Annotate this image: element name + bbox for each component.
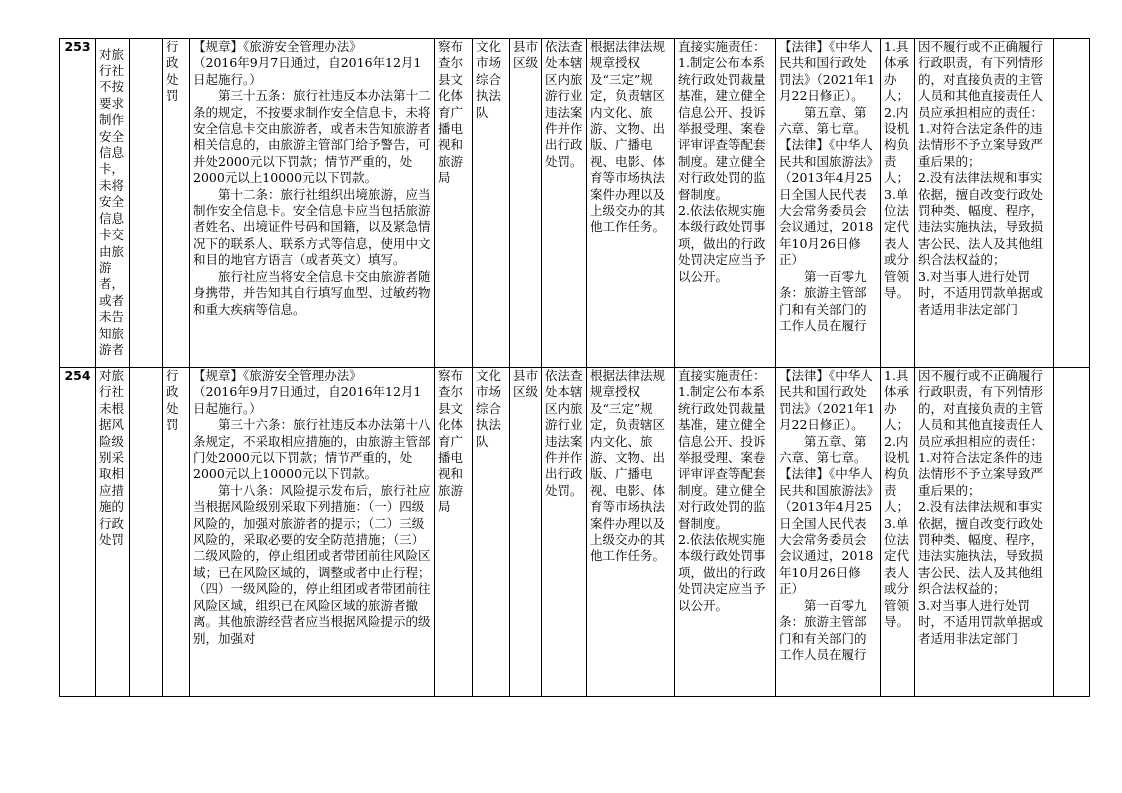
liability-cell: [915, 39, 1054, 368]
item-name: 对旅行社未根据风险级别采取相应措施的行政处罚: [96, 368, 130, 697]
power-type: 行政处罚: [163, 368, 190, 697]
enforcement-unit: 文化市场综合执法队: [473, 368, 510, 697]
table-row: [60, 368, 1090, 697]
responsibility-division: 根据法律法规规章授权及“三定”规定，负责辖区内文化、旅游、文物、出版、广播电视、电影、体育等市场执法案件办理以及上级交办的其他工作任务。: [587, 39, 675, 368]
responsibility-subject: 1.具体承办人； 2.内设机构负责人； 3.单位法定代表人或分管领导。: [884, 39, 910, 301]
duty-cell: [675, 39, 776, 368]
duty-cell: [675, 368, 776, 697]
subitem-cell: [130, 368, 163, 697]
duty-legal-basis: 【法律】《中华人民共和国行政处罚法》（2021年1月22日修正）。 第五章、第六章、第七章。 【法律】《中华人民共和国旅游法》（2013年4月25日全国人民代表大会常务委员会会议通过，2018年10月26日修正） 第一百零九条：旅游主管部门和有关部门的工作人员在履行: [779, 39, 876, 333]
power-list-table: [59, 38, 1090, 697]
duty-legal-basis: 【法律】《中华人民共和国行政处罚法》（2021年1月22日修正）。 第五章、第六章、第七章。 【法律】《中华人民共和国旅游法》（2013年4月25日全国人民代表大会常务委员会会议通过，2018年10月26日修正） 第一百零九条：旅游主管部门和有关部门的工作人员在履行: [779, 368, 876, 662]
enforcement-unit: 文化市场综合执法队: [473, 39, 510, 368]
item-name: 对旅行社不按要求制作安全信息卡，未将安全信息卡交由旅游者，或者未告知旅游者: [99, 46, 125, 357]
legal-basis-cell: [190, 368, 435, 697]
liability-circumstances: 因不履行或不正确履行行政职责，有下列情形的，对直接负责的主管人员和其他直接责任人员应承担相应的责任： 1.对符合法定条件的违法情形不予立案导致严重后果的； 2.没有法律法规和事实依据，擅自改变行政处罚种类、幅度、程序，违法实施执法，导致损害公民、法人及其他组织合法权益的； 3.对当事人进行处罚时，不适用罚款单据或者适用非法定部门: [918, 368, 1044, 646]
responsibility-duty: 直接实施责任： 1.制定公布本系统行政处罚裁量基准，建立健全信息公开、投诉举报受理、案卷评审评查等配套制度。建立健全对行政处罚的监督制度。 2.依法依规实施本级行政处罚事项，做出的行政处罚决定应当予以公开。: [678, 368, 766, 613]
liability-circumstances: 因不履行或不正确履行行政职责，有下列情形的，对直接负责的主管人员和其他直接责任人员应承担相应的责任： 1.对符合法定条件的违法情形不予立案导致严重后果的； 2.没有法律法规和事实依据，擅自改变行政处罚种类、幅度、程序，违法实施执法，导致损害公民、法人及其他组织合法权益的； 3.对当事人进行处罚时，不适用罚款单据或者适用非法定部门: [918, 39, 1044, 317]
subject-cell: [881, 368, 915, 697]
implementing-agency: 察布查尔县文化体育广播电视和旅游局: [435, 368, 473, 697]
power-content: 依法查处本辖区内旅游行业违法案件并作出行政处罚。: [542, 368, 587, 697]
row-number: 254: [60, 368, 96, 697]
row-number: 253: [60, 39, 96, 368]
power-type: 行政处罚: [163, 39, 190, 368]
power-content: 依法查处本辖区内旅游行业违法案件并作出行政处罚。: [542, 39, 587, 368]
administrative-level: 县市区级: [510, 39, 542, 368]
duty-basis-cell: [776, 368, 881, 697]
responsibility-subject: 1.具体承办人； 2.内设机构负责人； 3.单位法定代表人或分管领导。: [884, 368, 910, 630]
subitem-cell: [130, 39, 163, 368]
responsibility-duty: 直接实施责任： 1.制定公布本系统行政处罚裁量基准，建立健全信息公开、投诉举报受理、案卷评审评查等配套制度。建立健全对行政处罚的监督制度。 2.依法依规实施本级行政处罚事项，做出的行政处罚决定应当予以公开。: [678, 39, 766, 284]
subject-cell: [881, 39, 915, 368]
liability-cell: [915, 368, 1054, 697]
responsibility-division: 根据法律法规规章授权及“三定”规定，负责辖区内文化、旅游、文物、出版、广播电视、电影、体育等市场执法案件办理以及上级交办的其他工作任务。: [587, 368, 675, 697]
administrative-level: 县市区级: [510, 368, 542, 697]
legal-basis-cell: [190, 39, 435, 368]
legal-basis: 【规章】《旅游安全管理办法》 （2016年9月7日通过，自2016年12月1日起施行。） 第三十五条：旅行社违反本办法第十二条的规定，不按要求制作安全信息卡，未将安全信息卡交由旅游者，或者未告知旅游者相关信息的，由旅游主管部门给予警告，可并处2000元以下罚款；情节严重的，处2000元以上10000元以下罚款。 第十二条：旅行社组织出境旅游，应当制作安全信息卡。安全信息卡应当包括旅游者姓名、出境证件号码和国籍，以及紧急情况下的联系人、联系方式等信息，使用中文和目的地官方语言（或者英文）填写。 旅行社应当将安全信息卡交由旅游者随身携带，并告知其自行填写血型、过敏药物和重大疾病等信息。: [193, 39, 431, 317]
duty-basis-cell: [776, 39, 881, 368]
remarks-cell: [1054, 368, 1090, 697]
legal-basis: 【规章】《旅游安全管理办法》 （2016年9月7日通过，自2016年12月1日起施行。） 第三十六条：旅行社违反本办法第十八条规定，不采取相应措施的，由旅游主管部门处2000元以下罚款；情节严重的，处2000元以上10000元以下罚款。 第十八条：风险提示发布后，旅行社应当根据风险级别采取下列措施：（一）四级风险的，加强对旅游者的提示；（二）三级风险的，采取必要的安全防范措施；（三）二级风险的，停止组团或者带团前往风险区域；已在风险区域的，调整或者中止行程；（四）一级风险的，停止组团或者带团前往风险区域，组织已在风险区域的旅游者撤离。其他旅游经营者应当根据风险提示的级别，加强对: [193, 368, 431, 646]
item-name-cell: [96, 39, 130, 368]
implementing-agency: 察布查尔县文化体育广播电视和旅游局: [435, 39, 473, 368]
table-row: [60, 39, 1090, 368]
remarks-cell: [1054, 39, 1090, 368]
